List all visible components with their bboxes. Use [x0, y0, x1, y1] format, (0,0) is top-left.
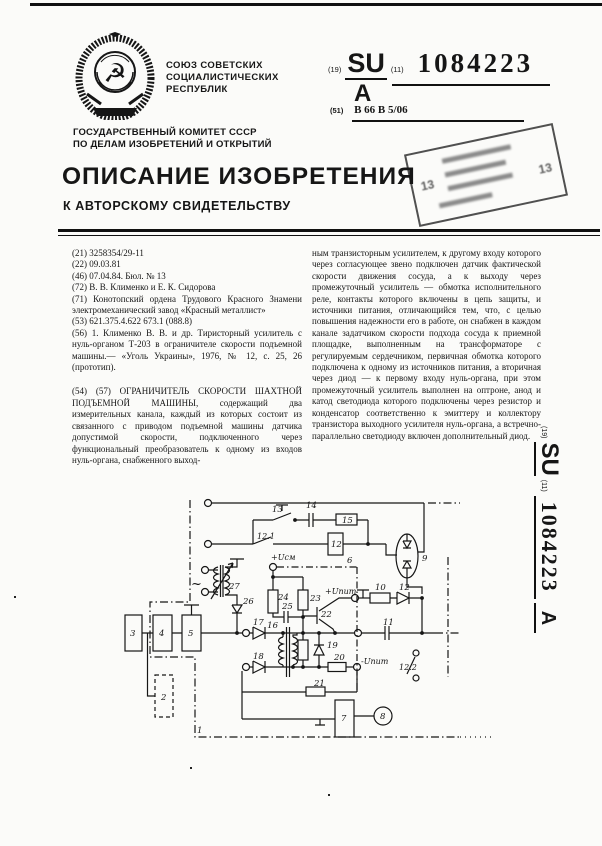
- label-transformer-16: 16: [267, 621, 278, 631]
- label-diode-18: 18: [253, 652, 264, 662]
- scan-speckle: [328, 794, 330, 796]
- label-ac-source: ~: [191, 577, 202, 592]
- committee-name: [73, 127, 272, 151]
- label-transformer-27: 27: [229, 582, 240, 592]
- label-res-24: 24: [278, 593, 289, 603]
- label-block-2: 2: [161, 693, 167, 703]
- label-contact-12-2: 12.2: [399, 663, 417, 672]
- label-block-5: 5: [188, 629, 194, 639]
- label-cap-14: 14: [306, 501, 317, 511]
- union-name: [166, 60, 279, 96]
- stamp-blur-line: [447, 173, 513, 192]
- label-res-20: 20: [334, 653, 345, 663]
- label-indicator-8: 8: [380, 712, 386, 722]
- double-rule: [58, 229, 600, 236]
- circuit-figure: [73, 497, 535, 780]
- label-res-10: 10: [375, 583, 386, 593]
- vertical-publication-number: 1084223: [534, 496, 562, 599]
- vertical-code-11: (11): [540, 479, 547, 492]
- svg-text:☭: ☭: [103, 59, 127, 89]
- scan-border-top: [30, 3, 602, 6]
- union-line-1: СОЮЗ СОВЕТСКИХ: [166, 60, 263, 71]
- label-diode-17: 17: [253, 618, 264, 628]
- field-56: (56) 1. Клименко В. В. и др. Тиристорный усилитель с нуль-органом Т-203 в ограничителе скорости подъемной машины.— «Уголь Украины», 1976, № 12, с. 25, 26 (прототип).: [72, 327, 302, 373]
- code-11-label: (11): [390, 65, 404, 74]
- page-subtitle: К АВТОРСКОМУ СВИДЕТЕЛЬСТВУ: [63, 199, 291, 213]
- label-diode-12: 12: [399, 583, 410, 593]
- kind-code: A: [354, 80, 372, 107]
- field-22: (22) 09.03.81: [72, 259, 121, 270]
- committee-line-1: ГОСУДАРСТВЕННЫЙ КОМИТЕТ СССР: [73, 127, 257, 138]
- ussr-emblem: [73, 32, 157, 120]
- label-block-1: 1: [197, 726, 203, 736]
- vertical-kind-code: А: [534, 603, 560, 633]
- publication-codes: [328, 48, 558, 107]
- label-block-4: 4: [159, 629, 165, 639]
- ipc-underline: [352, 120, 524, 122]
- union-line-3: РЕСПУБЛИК: [166, 84, 228, 95]
- field-53: (53) 621.375.4.622 673.1 (088.8): [72, 316, 192, 327]
- number-underline: [392, 84, 550, 86]
- union-line-2: СОЦИАЛИСТИЧЕСКИХ: [166, 72, 279, 83]
- left-column: [72, 248, 302, 466]
- label-block-6: 6: [347, 556, 353, 566]
- label-res-15: 15: [342, 516, 353, 526]
- label-res-23: 23: [310, 594, 321, 604]
- label-diode-19: 19: [327, 641, 338, 651]
- ipc-label: (51): [330, 106, 344, 115]
- vertical-country-code: SU: [536, 442, 563, 476]
- label-relay-12: 12: [331, 540, 342, 550]
- scan-speckle: [190, 767, 192, 769]
- label-cap-11: 11: [383, 618, 394, 628]
- abstract-left: (54) (57) ОГРАНИЧИТЕЛЬ СКОРОСТИ ШАХТНОЙ ПОДЪЕМНОЙ МАШИНЫ, содержащий два измерительных канала, каждый из которых состоит из связанного с приводом подъемной машины датчика допустимой скорости, подключенного через функциональный преобразователь к одному из входов нуль-органа, снабженного выход-: [72, 386, 302, 465]
- code-19-label: (19): [328, 65, 342, 74]
- label-opto-9: 9: [422, 554, 428, 564]
- abstract-right: ным транзисторным усилителем, к другому входу которого через согласующее звено подключен датчик фактической скорости движения сосуда, а к выходу через промежуточный усилитель — обмотка исполнительного реле, контакты которого включены в цепь защиты, и источники питания, отличающийся тем, что, с целью повышения надежности его в работе, он снабжен в каждом канале задатчиком скорости подхода сосуда к приемной площадке, выполненным на трансформаторе с регулируемым сердечником, первичная обмотка которого подключена к одному из источников питания, а вторичная через диод — к первому входу нуль-органа, при этом промежуточный усилитель выполнен на оптроне, анод и катод светодиода которого подключены через резистор и конденсатор соответственно к эмиттеру и коллектору транзистора выходного усилителя нуль-органа, а встречно-параллельно светодиоду включен дополнительный диод.: [312, 248, 541, 441]
- field-46: (46) 07.04.84. Бюл. № 13: [72, 270, 166, 281]
- ipc-class: В 66 В 5/06: [354, 104, 408, 116]
- label-u-pit-plus: +Uпит: [325, 587, 357, 596]
- field-71: (71) Конотопский ордена Трудового Красного Знамени электромеханический завод «Красный металлист»: [72, 293, 302, 316]
- publication-number: 1084223: [417, 48, 534, 78]
- label-res-21: 21: [314, 679, 325, 689]
- label-cap-25: 25: [282, 602, 293, 612]
- label-block-3: 3: [130, 629, 136, 639]
- label-u-sm: +Uсм: [271, 553, 296, 562]
- registration-stamp: [404, 123, 568, 227]
- label-transistor-22: 22: [321, 610, 332, 620]
- scan-speckle: [14, 596, 16, 598]
- stamp-number-right: 13: [537, 160, 554, 177]
- label-contact-12-1: 12.1: [257, 532, 275, 541]
- field-72: (72) В. В. Клименко и Е. К. Сидорова: [72, 282, 216, 293]
- label-block-7: 7: [341, 714, 347, 724]
- vertical-publication-codes: [534, 426, 592, 674]
- vertical-code-19: (19): [540, 426, 547, 439]
- stamp-blur-line: [439, 192, 493, 208]
- label-diode-26: 26: [243, 597, 254, 607]
- committee-line-2: ПО ДЕЛАМ ИЗОБРЕТЕНИЙ И ОТКРЫТИЙ: [73, 139, 272, 150]
- label-switch-13: 13: [272, 505, 283, 515]
- ipc-row: [330, 104, 545, 116]
- label-u-pit-minus: -Uпит: [361, 657, 389, 666]
- page-title: ОПИСАНИЕ ИЗОБРЕТЕНИЯ: [62, 163, 416, 190]
- stamp-number-left: 13: [419, 177, 436, 194]
- country-code: SU: [347, 48, 385, 78]
- right-column: [312, 248, 541, 442]
- circuit-schematic: [73, 497, 535, 775]
- field-21: (21) 3258354/29-11: [72, 248, 144, 258]
